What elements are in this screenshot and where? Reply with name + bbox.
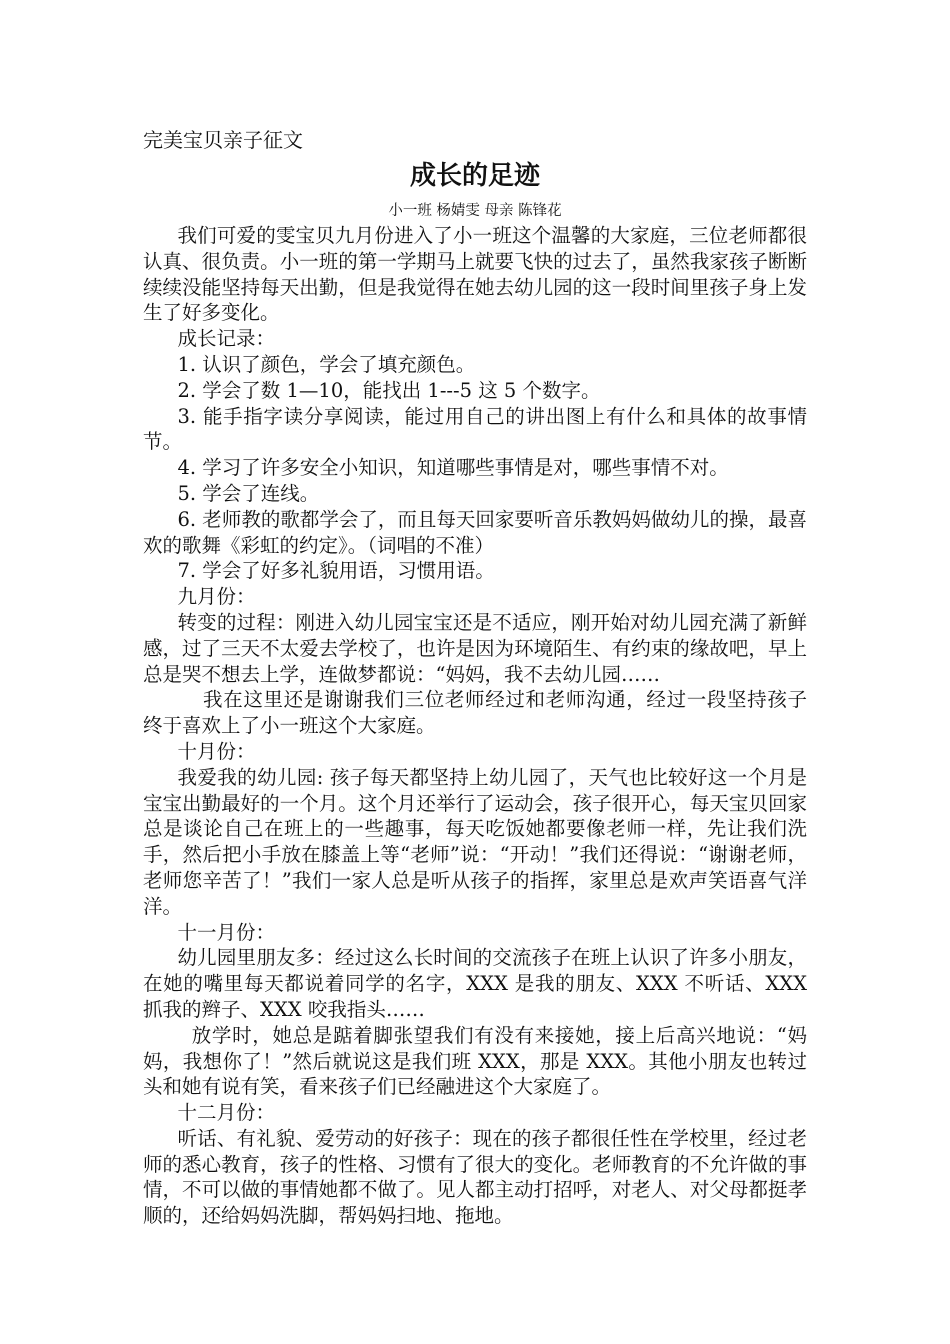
list-item: 5. 学会了连线。 [177, 481, 320, 505]
byline: 小一班 杨婧雯 母亲 陈锋花 [388, 203, 562, 219]
paragraph-thanks: 我在这里还是谢谢我们三位老师经过和老师沟通，经过一段坚持孩子终于喜欢上了小一班这个大家庭。 [143, 688, 807, 738]
paragraph-november: 幼儿园里朋友多：经过这么长时间的交流孩子在班上认识了许多小朋友，在她的嘴里每天都说着同学的名字，XXX 是我的朋友、XXX 不听话、XXX 抓我的辫子、XXX 咬我指头…… [143, 946, 807, 1021]
header-text: 完美宝贝亲子征文 [143, 128, 303, 152]
section-heading-growth-record: 成长记录： [177, 327, 276, 351]
paragraph-intro: 我们可爱的雯宝贝九月份进入了小一班这个温馨的大家庭，三位老师都很认真、很负责。小一班的第一学期马上就要飞快的过去了，虽然我家孩子断断续续没能坚持每天出勤，但是我觉得在她去幼儿园的这一段时间里孩子身上发生了好多变化。 [143, 224, 807, 325]
paragraph-december: 听话、有礼貌、爱劳动的好孩子：现在的孩子都很任性在学校里，经过老师的悉心教育，孩子的性格、习惯有了很大的变化。老师教育的不允许做的事情，不可以做的事情她都不做了。见人都主动打招呼，对老人、对父母都挺孝顺的，还给妈妈洗脚，帮妈妈扫地、拖地。 [143, 1126, 807, 1228]
list-item: 4. 学习了许多安全小知识，知道哪些事情是对，哪些事情不对。 [177, 456, 729, 480]
list-item: 7. 学会了好多礼貌用语，习惯用语。 [177, 559, 495, 583]
document-title: 成长的足迹 [409, 161, 540, 191]
section-heading-october: 十月份： [177, 739, 256, 763]
section-heading-december: 十二月份： [177, 1101, 276, 1125]
paragraph-september: 转变的过程：刚进入幼儿园宝宝还是不适应，刚开始对幼儿园充满了新鲜感，过了三天不太爱去学校了，也许是因为环境陌生、有约束的缘故吧，早上总是哭不想去上学，连做梦都说：“妈妈，我不去幼儿园…… [143, 610, 807, 686]
paragraph-october: 我爱我的幼儿园: 孩子每天都坚持上幼儿园了，天气也比较好这一个月是宝宝出勤最好的一个月。这个月还举行了运动会，孩子很开心，每天宝贝回家总是谈论自己在班上的一些趣事，每天吃饭她都要像老师一样，先让我们洗手，然后把小手放在膝盖上等“老师”说：“开动！”我们还得说：“谢谢老师，老师您辛苦了！”我们一家人总是听从孩子的指挥，家里总是欢声笑语喜气洋洋。 [143, 765, 807, 918]
document-body [143, 223, 807, 1229]
paragraph-after-school: 放学时，她总是踮着脚张望我们有没有来接她，接上后高兴地说：“妈妈，我想你了！”然后就说这是我们班 XXX，那是 XXX。其他小朋友也转过头和她有说有笑，看来孩子们已经融进这个大家庭了。 [143, 1023, 807, 1099]
section-heading-september: 九月份： [177, 585, 256, 609]
list-item: 1. 认识了颜色，学会了填充颜色。 [177, 352, 476, 376]
list-item: 2. 学会了数 1—10，能找出 1---5 这 5 个数字。 [177, 378, 601, 402]
list-item: 6. 老师教的歌都学会了，而且每天回家要听音乐教妈妈做幼儿的操，最喜欢的歌舞《彩虹的约定》。（词唱的不准） [143, 507, 807, 557]
section-heading-november: 十一月份： [177, 920, 276, 944]
list-item: 3. 能手指字读分享阅读，能过用自己的讲出图上有什么和具体的故事情节。 [143, 404, 807, 454]
